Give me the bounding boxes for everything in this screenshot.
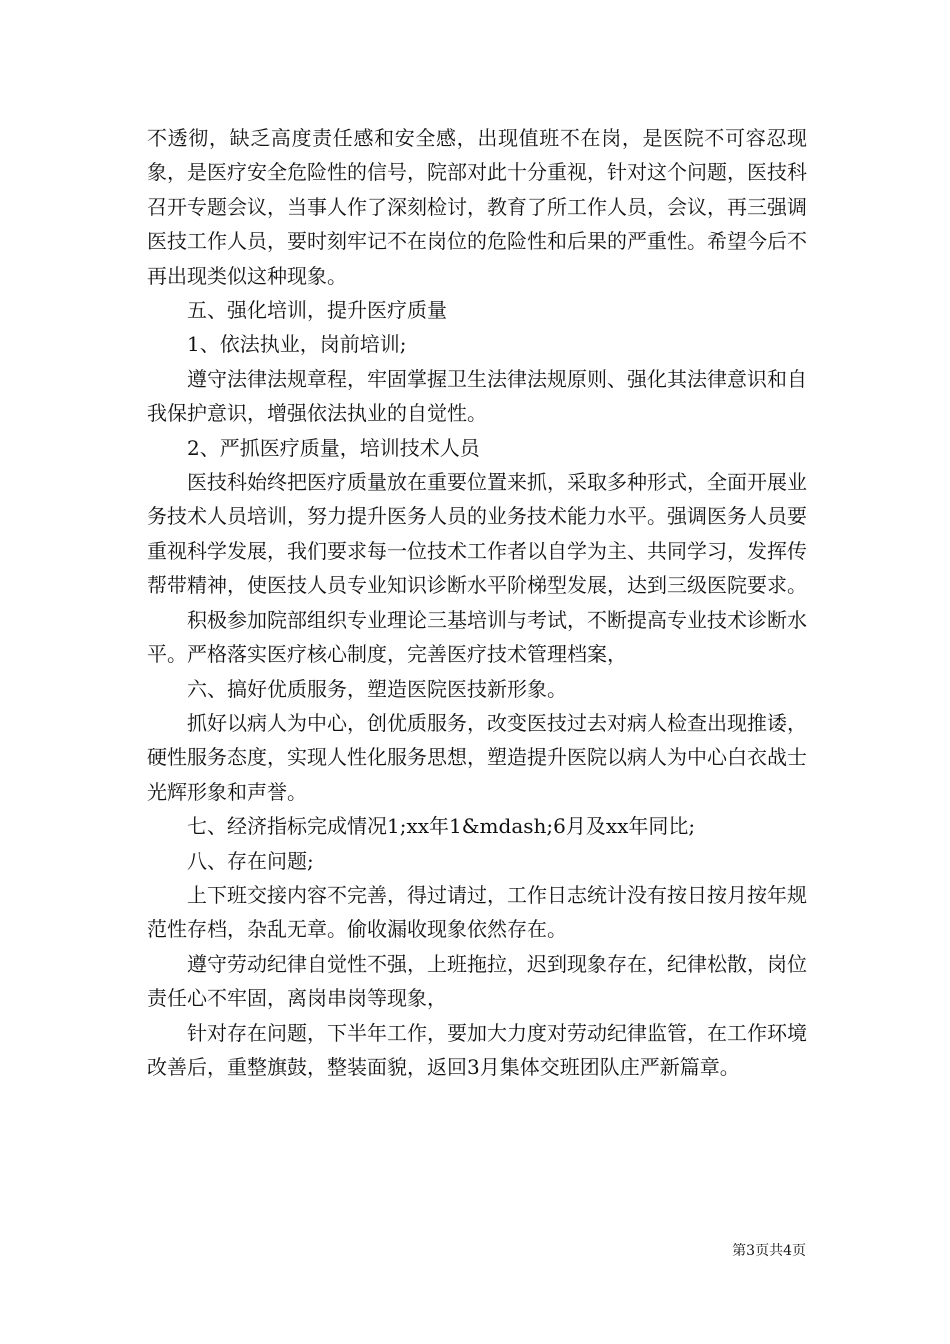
paragraph: 积极参加院部组织专业理论三基培训与考试，不断提高专业技术诊断水平。严格落实医疗核心制度，完善医疗技术管理档案，	[147, 607, 807, 667]
section-heading: 八、存在问题;	[187, 848, 314, 873]
paragraph: 遵守法律法规章程，牢固掌握卫生法律法规原则、强化其法律意识和自我保护意识，增强依法执业的自觉性。	[147, 366, 807, 426]
document-body	[147, 121, 807, 1084]
page-number: 第3页共4页	[732, 1243, 806, 1259]
paragraph: 上下班交接内容不完善，得过请过，工作日志统计没有按日按月按年规范性存档，杂乱无章。偷收漏收现象依然存在。	[147, 882, 807, 942]
paragraph: 医技科始终把医疗质量放在重要位置来抓，采取多种形式，全面开展业务技术人员培训，努力提升医务人员的业务技术能力水平。强调医务人员要重视科学发展，我们要求每一位技术工作者以自学为主、共同学习，发挥传帮带精神，使医技人员专业知识诊断水平阶梯型发展，达到三级医院要求。	[147, 470, 807, 598]
subheading: 1、依法执业，岗前培训;	[187, 332, 407, 357]
section-heading: 七、经济指标完成情况1;xx年1&mdash;6月及xx年同比;	[187, 814, 696, 839]
paragraph: 针对存在问题，下半年工作，要加大力度对劳动纪律监管，在工作环境改善后，重整旗鼓，整装面貌，返回3月集体交班团队庄严新篇章。	[147, 1020, 807, 1079]
section-heading: 六、搞好优质服务，塑造医院医技新形象。	[187, 676, 567, 701]
paragraph: 抓好以病人为中心，创优质服务，改变医技过去对病人检查出现推诿，硬性服务态度，实现人性化服务思想，塑造提升医院以病人为中心白衣战士光辉形象和声誉。	[147, 710, 807, 804]
section-heading: 五、强化培训，提升医疗质量	[187, 298, 447, 323]
paragraph: 不透彻，缺乏高度责任感和安全感，出现值班不在岗，是医院不可容忍现象，是医疗安全危险性的信号，院部对此十分重视，针对这个问题，医技科召开专题会议，当事人作了深刻检讨，教育了所工作人员，会议，再三强调医技工作人员，要时刻牢记不在岗位的危险性和后果的严重性。希望今后不再出现类似这种现象。	[147, 126, 807, 288]
subheading: 2、严抓医疗质量，培训技术人员	[187, 435, 480, 460]
paragraph: 遵守劳动纪律自觉性不强，上班拖拉，迟到现象存在，纪律松散，岗位责任心不牢固，离岗串岗等现象，	[147, 951, 807, 1011]
